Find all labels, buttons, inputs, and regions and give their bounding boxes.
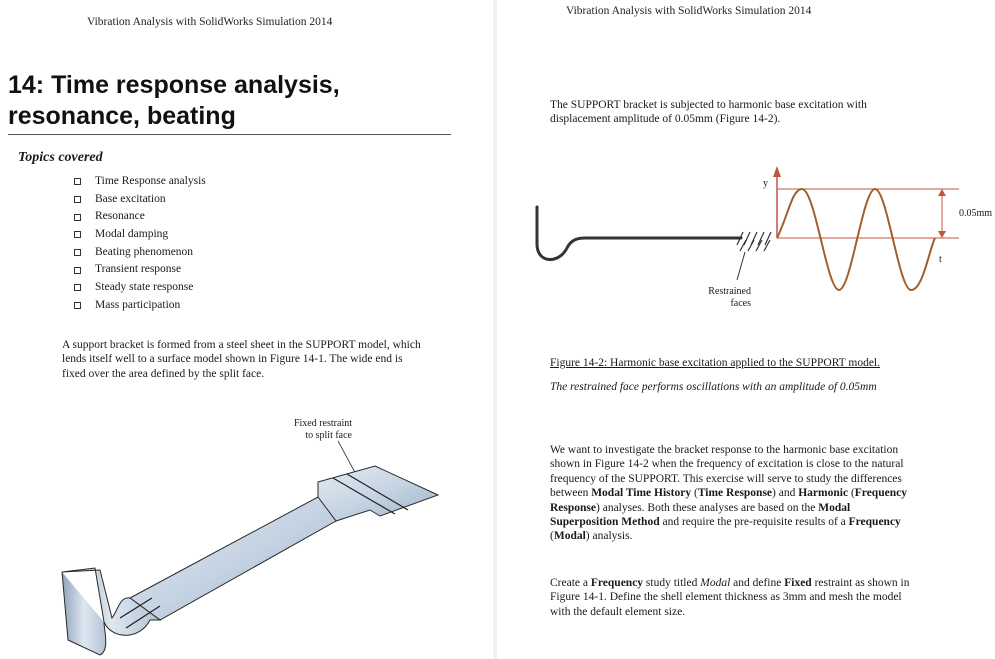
topics-heading: Topics covered — [18, 150, 103, 165]
bold-term: Fixed — [784, 577, 812, 589]
bold-term: Modal Time History — [591, 487, 692, 500]
topic-text: Resonance — [95, 210, 145, 223]
right-page — [497, 0, 995, 659]
text-run: study titled — [643, 577, 701, 589]
text-run: ) analysis. — [585, 530, 633, 543]
text-run: and require the pre-requisite results of a — [659, 516, 849, 529]
topic-text: Steady state response — [95, 281, 194, 294]
harmonic-excitation-diagram — [497, 0, 995, 659]
text-run: ( — [848, 487, 855, 500]
topic-text: Transient response — [95, 263, 182, 276]
topic-text: Time Response analysis — [95, 175, 206, 187]
text-run: ) and — [772, 487, 799, 500]
bracket-figure — [0, 0, 495, 659]
bold-term: Modal — [818, 501, 851, 514]
text-run: between — [550, 487, 592, 500]
left-page — [0, 0, 495, 659]
bold-term: Response — [550, 501, 597, 514]
bold-term: Harmonic — [798, 487, 849, 500]
bold-term: Modal — [553, 530, 586, 543]
bold-term: Frequency — [854, 487, 907, 500]
topic-text: Base excitation — [95, 192, 166, 205]
text-run: ( — [550, 530, 554, 543]
text-run: ) analyses. Both these analyses are based on the — [596, 501, 819, 514]
text-run: Create a — [550, 577, 591, 589]
amplitude-label: 0.05mm — [959, 208, 993, 219]
bold-term: Frequency — [590, 577, 644, 589]
restrained-faces-label — [681, 286, 751, 310]
intro-line: fixed over the area defined by the split face. — [62, 367, 265, 380]
text-run: and define — [730, 577, 785, 589]
italic-term: Modal — [700, 577, 731, 589]
body-paragraph-3 — [550, 576, 990, 619]
text-run: restraint as shown in — [811, 577, 910, 589]
para-line: The SUPPORT bracket is subjected to harmonic base excitation with — [550, 99, 867, 111]
bold-term: Superposition Method — [550, 516, 660, 529]
topic-text: Mass participation — [95, 298, 181, 311]
y-axis-label: y — [763, 178, 768, 189]
chapter-title-line1: 14: Time response analysis, — [8, 71, 340, 99]
figure-caption: Figure 14-2: Harmonic base excitation applied to the SUPPORT model. — [550, 357, 880, 369]
bold-term: Time Response — [697, 487, 773, 500]
para-line: frequency of the SUPPORT. This exercise will serve to study the differences — [550, 472, 902, 485]
topic-text: Beating phenomenon — [95, 245, 194, 258]
intro-line: lends itself well to a surface model shown in Figure 14-1. The wide end is — [62, 353, 403, 366]
label-line: Fixed restraint — [293, 418, 352, 429]
para-line: Figure 14-1. Define the shell element thickness as 3mm and mesh the model — [550, 591, 902, 604]
para-line: We want to investigate the bracket response to the harmonic base excitation — [550, 444, 899, 456]
running-head-right: Vibration Analysis with SolidWorks Simulation 2014 — [566, 5, 812, 17]
label-line: to split face — [305, 430, 352, 441]
figure-caption-sub: The restrained face performs oscillations with an amplitude of 0.05mm — [550, 381, 877, 393]
label-line: faces — [730, 298, 751, 309]
running-head-left: Vibration Analysis with SolidWorks Simulation 2014 — [87, 16, 333, 28]
bold-term: Frequency — [848, 516, 901, 529]
intro-line: A support bracket is formed from a steel sheet in the SUPPORT model, which — [62, 339, 421, 351]
para-line: shown in Figure 14-2 when the frequency of excitation is close to the natural — [550, 458, 904, 471]
text-run: ( — [691, 487, 698, 500]
para-line: displacement amplitude of 0.05mm (Figure 14-2). — [550, 113, 781, 126]
topic-text: Modal damping — [95, 228, 169, 241]
body-paragraph-2 — [550, 443, 990, 544]
para-line: with the default element size. — [550, 605, 686, 618]
t-axis-label: t — [939, 254, 942, 265]
chapter-title-line2: resonance, beating — [8, 102, 236, 130]
label-line: Restrained — [708, 286, 751, 297]
